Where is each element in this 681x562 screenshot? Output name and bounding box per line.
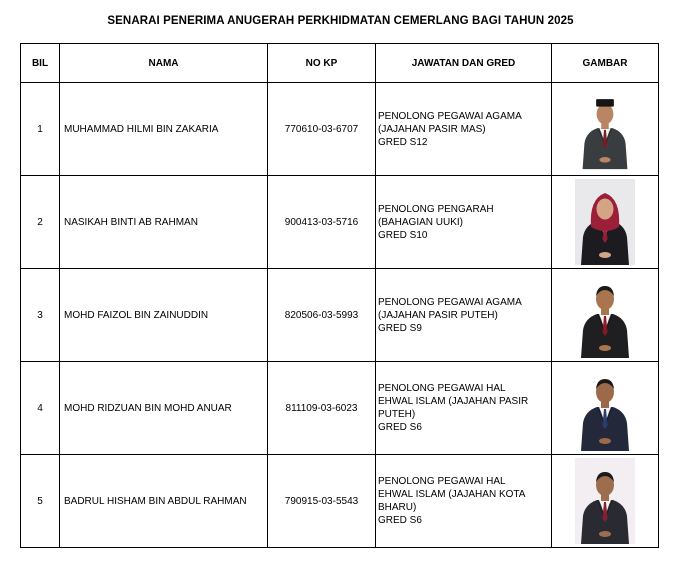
cell-nokp: 811109-03-6023: [268, 362, 376, 455]
header-gambar: GAMBAR: [552, 44, 659, 83]
recipients-table: [20, 43, 659, 548]
page-title: SENARAI PENERIMA ANUGERAH PERKHIDMATAN CEMERLANG BAGI TAHUN 2025: [107, 15, 574, 27]
cell-nama: BADRUL HISHAM BIN ABDUL RAHMAN: [60, 455, 268, 548]
portrait-photo: [574, 458, 636, 544]
cell-jawatan: [376, 83, 552, 176]
jawatan-line: PENOLONG PEGAWAI AGAMA: [378, 296, 522, 308]
jawatan-line: (JAJAHAN PASIR PUTEH): [378, 309, 498, 321]
jawatan-line: GRED S9: [378, 322, 422, 334]
table-header-row: [21, 44, 659, 83]
header-nokp: NO KP: [268, 44, 376, 83]
cell-jawatan: [376, 455, 552, 548]
portrait-photo: [577, 86, 633, 172]
jawatan-line: GRED S6: [378, 515, 422, 526]
cell-nokp: 790915-03-5543: [268, 455, 376, 548]
portrait-photo: [566, 272, 644, 358]
cell-nama: MUHAMMAD HILMI BIN ZAKARIA: [60, 83, 268, 176]
cell-bil: 3: [21, 269, 60, 362]
jawatan-line: BHARU): [378, 502, 417, 513]
portrait-photo: [569, 179, 641, 265]
header-bil: BIL: [21, 44, 60, 83]
cell-bil: 1: [21, 83, 60, 176]
cell-bil: 5: [21, 455, 60, 548]
cell-gambar: [552, 176, 659, 269]
jawatan-line: (JAJAHAN PASIR MAS): [378, 123, 486, 135]
jawatan-line: GRED S10: [378, 229, 428, 241]
cell-bil: 4: [21, 362, 60, 455]
jawatan-line: PENOLONG PEGAWAI HAL: [378, 383, 506, 394]
cell-nokp: 820506-03-5993: [268, 269, 376, 362]
table-row: [21, 176, 659, 269]
jawatan-line: (BAHAGIAN UUKI): [378, 216, 464, 228]
cell-gambar: [552, 362, 659, 455]
cell-nokp: 900413-03-5716: [268, 176, 376, 269]
jawatan-line: EHWAL ISLAM (JAJAHAN PASIR: [378, 396, 529, 407]
table-row: [21, 269, 659, 362]
cell-gambar: [552, 455, 659, 548]
header-jawatan: JAWATAN DAN GRED: [376, 44, 552, 83]
cell-jawatan: [376, 362, 552, 455]
cell-bil: 2: [21, 176, 60, 269]
cell-gambar: [552, 269, 659, 362]
header-nama: NAMA: [60, 44, 268, 83]
cell-gambar: [552, 83, 659, 176]
cell-nokp: 770610-03-6707: [268, 83, 376, 176]
portrait-photo: [574, 365, 636, 451]
jawatan-line: PENOLONG PEGAWAI HAL: [378, 476, 506, 487]
jawatan-line: PENOLONG PENGARAH: [378, 203, 494, 215]
jawatan-line: PUTEH): [378, 409, 416, 420]
jawatan-line: PENOLONG PEGAWAI AGAMA: [378, 110, 522, 122]
jawatan-line: EHWAL ISLAM (JAJAHAN KOTA: [378, 489, 526, 500]
cell-nama: MOHD RIDZUAN BIN MOHD ANUAR: [60, 362, 268, 455]
jawatan-line: GRED S12: [378, 136, 428, 148]
jawatan-line: GRED S6: [378, 422, 422, 433]
cell-nama: MOHD FAIZOL BIN ZAINUDDIN: [60, 269, 268, 362]
cell-jawatan: [376, 176, 552, 269]
table-row: [21, 83, 659, 176]
cell-nama: NASIKAH BINTI AB RAHMAN: [60, 176, 268, 269]
table-row: [21, 455, 659, 548]
cell-jawatan: [376, 269, 552, 362]
table-row: [21, 362, 659, 455]
